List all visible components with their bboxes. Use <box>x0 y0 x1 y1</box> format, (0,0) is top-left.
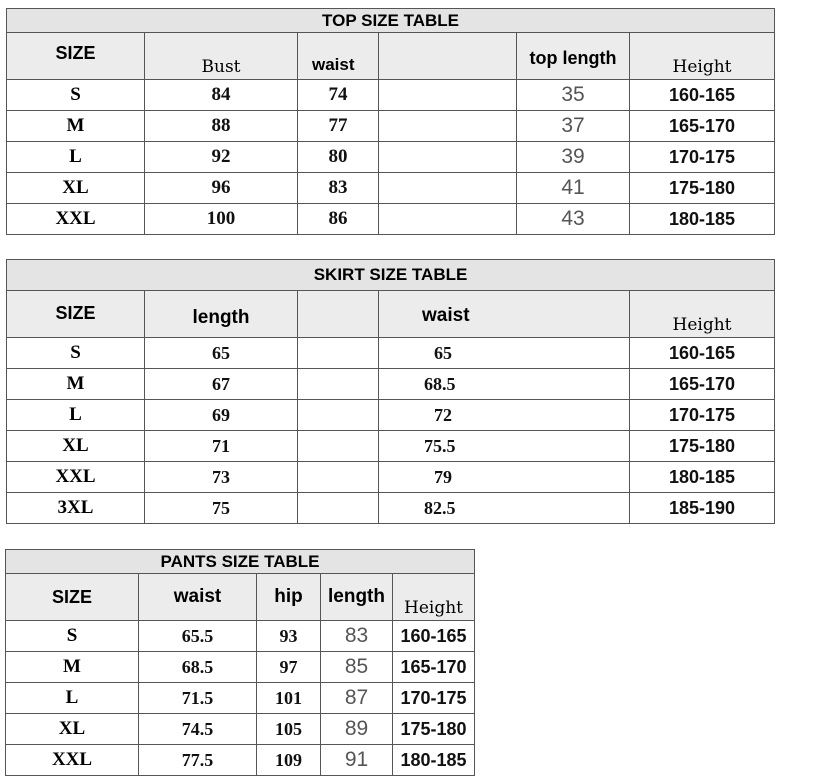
height-cell: 165-170 <box>393 652 475 683</box>
top-length-cell: 37 <box>517 111 630 142</box>
pants-header-row <box>6 574 475 621</box>
length-cell: 83 <box>321 621 393 652</box>
length-cell: 87 <box>321 683 393 714</box>
waist-cell: 68.5 <box>379 369 630 400</box>
hip-cell: 105 <box>257 714 321 745</box>
top-length-cell: 41 <box>517 173 630 204</box>
size-cell: XXL <box>7 204 145 235</box>
length-cell: 75 <box>145 493 298 524</box>
pants-header-hip: hip <box>257 574 321 621</box>
waist-cell: 71.5 <box>139 683 257 714</box>
height-cell: 175-180 <box>630 173 775 204</box>
skirt-size-table <box>6 259 775 524</box>
size-cell: L <box>6 683 139 714</box>
size-cell: M <box>7 369 145 400</box>
waist-cell: 68.5 <box>139 652 257 683</box>
height-cell: 160-165 <box>393 621 475 652</box>
length-cell: 91 <box>321 745 393 776</box>
table-row <box>6 683 475 714</box>
waist-cell: 79 <box>379 462 630 493</box>
table-row <box>7 338 775 369</box>
height-cell: 180-185 <box>630 462 775 493</box>
waist-cell: 75.5 <box>379 431 630 462</box>
size-cell: M <box>7 111 145 142</box>
size-cell: S <box>6 621 139 652</box>
empty-cell <box>379 142 517 173</box>
height-cell: 175-180 <box>393 714 475 745</box>
pants-title-row <box>6 550 475 574</box>
waist-cell: 77.5 <box>139 745 257 776</box>
empty-cell <box>298 493 379 524</box>
table-row <box>7 111 775 142</box>
top-header-size: SIZE <box>7 33 145 80</box>
length-cell: 73 <box>145 462 298 493</box>
empty-cell <box>298 369 379 400</box>
height-cell: 180-185 <box>393 745 475 776</box>
waist-cell: 86 <box>298 204 379 235</box>
top-header-height: Height <box>630 33 775 80</box>
table-row <box>6 652 475 683</box>
skirt-header-empty <box>298 291 379 338</box>
size-cell: M <box>6 652 139 683</box>
table-row <box>7 369 775 400</box>
skirt-table-title: SKIRT SIZE TABLE <box>7 260 775 291</box>
bust-cell: 92 <box>145 142 298 173</box>
empty-cell <box>298 400 379 431</box>
pants-table-title: PANTS SIZE TABLE <box>6 550 475 574</box>
height-cell: 160-165 <box>630 338 775 369</box>
skirt-header-length: length <box>145 291 298 338</box>
top-header-empty <box>379 33 517 80</box>
length-cell: 85 <box>321 652 393 683</box>
height-cell: 180-185 <box>630 204 775 235</box>
empty-cell <box>379 111 517 142</box>
pants-header-height: Height <box>393 574 475 621</box>
pants-size-table <box>5 549 475 776</box>
waist-cell: 82.5 <box>379 493 630 524</box>
empty-cell <box>379 204 517 235</box>
height-cell: 170-175 <box>630 142 775 173</box>
bust-cell: 100 <box>145 204 298 235</box>
bust-cell: 84 <box>145 80 298 111</box>
pants-header-waist: waist <box>139 574 257 621</box>
empty-cell <box>298 431 379 462</box>
bust-cell: 96 <box>145 173 298 204</box>
table-row <box>7 80 775 111</box>
top-length-cell: 35 <box>517 80 630 111</box>
top-length-cell: 43 <box>517 204 630 235</box>
empty-cell <box>298 462 379 493</box>
waist-cell: 74.5 <box>139 714 257 745</box>
table-row <box>6 621 475 652</box>
waist-cell: 74 <box>298 80 379 111</box>
height-cell: 165-170 <box>630 369 775 400</box>
table-row <box>7 431 775 462</box>
top-header-bust: Bust <box>145 33 298 80</box>
size-cell: S <box>7 338 145 369</box>
hip-cell: 97 <box>257 652 321 683</box>
table-row <box>7 400 775 431</box>
empty-cell <box>379 80 517 111</box>
waist-cell: 77 <box>298 111 379 142</box>
length-cell: 69 <box>145 400 298 431</box>
length-cell: 71 <box>145 431 298 462</box>
waist-cell: 65 <box>379 338 630 369</box>
top-length-cell: 39 <box>517 142 630 173</box>
pants-header-size: SIZE <box>6 574 139 621</box>
table-row <box>7 142 775 173</box>
table-row <box>6 714 475 745</box>
waist-cell: 72 <box>379 400 630 431</box>
skirt-header-height: Height <box>630 291 775 338</box>
table-row <box>7 462 775 493</box>
skirt-header-waist: waist <box>379 291 630 338</box>
pants-header-length: length <box>321 574 393 621</box>
height-cell: 175-180 <box>630 431 775 462</box>
size-cell: 3XL <box>7 493 145 524</box>
top-table-title: TOP SIZE TABLE <box>7 9 775 33</box>
size-cell: XXL <box>7 462 145 493</box>
top-size-table <box>6 8 775 235</box>
hip-cell: 109 <box>257 745 321 776</box>
empty-cell <box>379 173 517 204</box>
length-cell: 89 <box>321 714 393 745</box>
top-header-row <box>7 33 775 80</box>
table-row <box>7 493 775 524</box>
table-row <box>7 204 775 235</box>
empty-cell <box>298 338 379 369</box>
table-row <box>6 745 475 776</box>
length-cell: 67 <box>145 369 298 400</box>
skirt-header-size: SIZE <box>7 291 145 338</box>
size-cell: XL <box>6 714 139 745</box>
length-cell: 65 <box>145 338 298 369</box>
waist-cell: 65.5 <box>139 621 257 652</box>
height-cell: 185-190 <box>630 493 775 524</box>
skirt-header-row <box>7 291 775 338</box>
waist-cell: 83 <box>298 173 379 204</box>
height-cell: 170-175 <box>393 683 475 714</box>
size-cell: XXL <box>6 745 139 776</box>
size-cell: XL <box>7 173 145 204</box>
size-cell: S <box>7 80 145 111</box>
hip-cell: 93 <box>257 621 321 652</box>
hip-cell: 101 <box>257 683 321 714</box>
height-cell: 160-165 <box>630 80 775 111</box>
skirt-title-row <box>7 260 775 291</box>
height-cell: 165-170 <box>630 111 775 142</box>
size-cell: L <box>7 142 145 173</box>
size-cell: XL <box>7 431 145 462</box>
table-row <box>7 173 775 204</box>
top-header-waist: waist <box>298 33 379 80</box>
top-title-row <box>7 9 775 33</box>
waist-cell: 80 <box>298 142 379 173</box>
size-cell: L <box>7 400 145 431</box>
height-cell: 170-175 <box>630 400 775 431</box>
top-header-length: top length <box>517 33 630 80</box>
bust-cell: 88 <box>145 111 298 142</box>
